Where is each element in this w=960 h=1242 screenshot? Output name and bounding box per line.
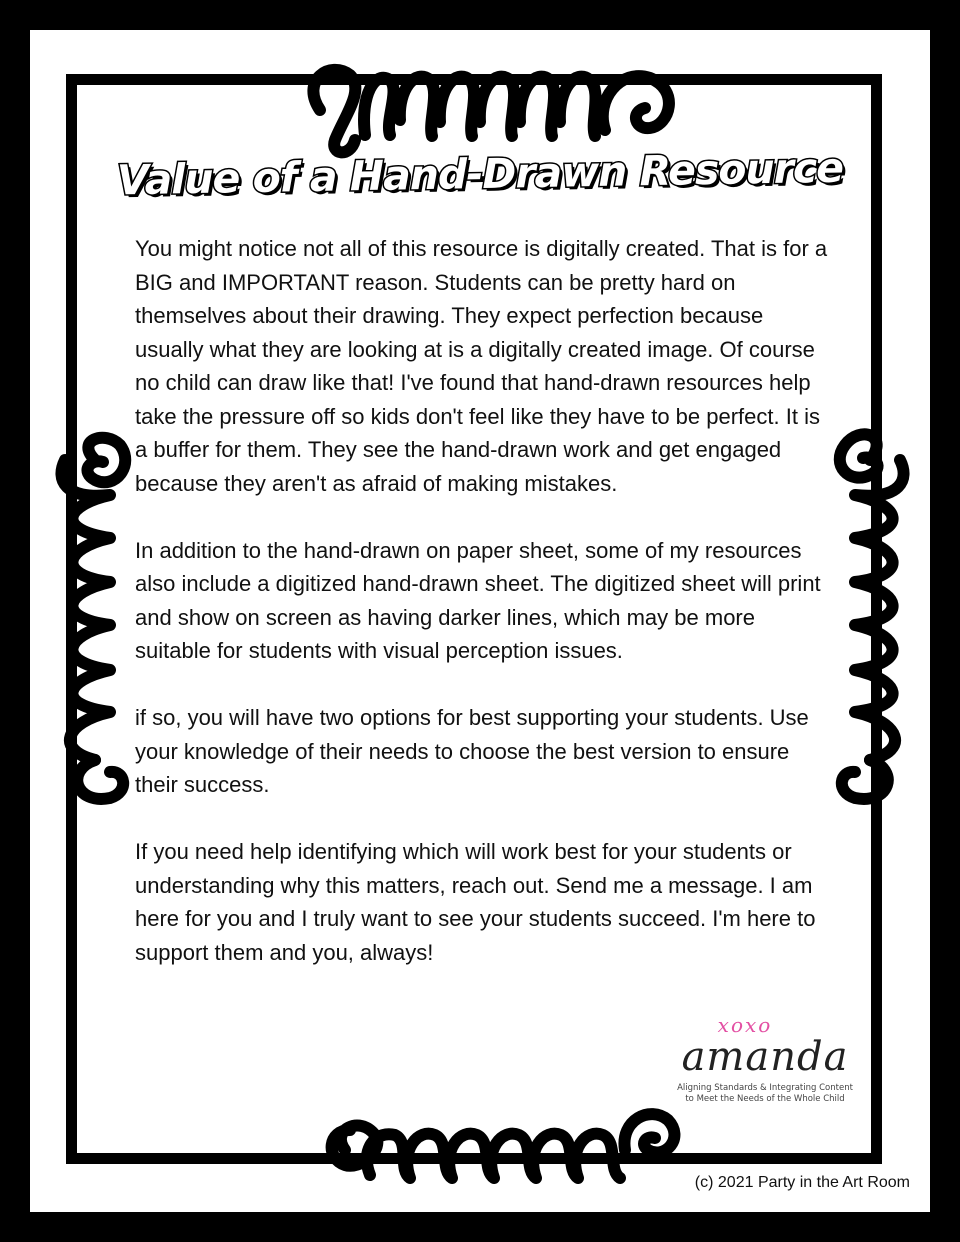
signature-xoxo: xoxo — [717, 1013, 773, 1037]
signature-tagline-2: to Meet the Needs of the Whole Child — [685, 1094, 845, 1104]
paragraph-options: if so, you will have two options for best supporting your students. Use your knowledge of their needs to choose the best version to ensure their success. — [135, 705, 809, 797]
paragraph-intro: You might notice not all of this resource is digitally created. That is for a BIG and IMPORTANT reason. Students can be pretty hard on themselves about their drawing. They expect perfection because usually what they are looking at is a digitally created image. Of course no child can draw like that! I've found that hand-drawn resources help take the pressure off so kids don't feel like they have to be perfect. It is a buffer for them. They see the hand-drawn work and get engaged because they aren't as afraid of making mistakes. — [135, 236, 828, 496]
page-title: Value of a Hand-Drawn Resource — [116, 143, 844, 205]
signature-logo — [665, 1015, 865, 1105]
signature-name: amanda — [681, 1034, 849, 1080]
body-text — [135, 232, 835, 1003]
copyright-text: (c) 2021 Party in the Art Room — [694, 1174, 910, 1191]
paragraph-contact: If you need help identifying which will work best for your students or understanding why this matters, reach out. Send me a message. I am here for you and I truly want to see your students succeed. I'm here to support them and you, always! — [135, 839, 816, 965]
swirl-bottom-decoration — [300, 1090, 700, 1210]
paragraph-digitized: In addition to the hand-drawn on paper sheet, some of my resources also include a digitized hand-drawn sheet. The digitized sheet will print and show on screen as having darker lines, which may be more suitable for students with visual perception issues. — [135, 537, 821, 663]
swirl-top-decoration — [290, 40, 690, 160]
signature-tagline-1: Aligning Standards & Integrating Content — [677, 1083, 853, 1093]
